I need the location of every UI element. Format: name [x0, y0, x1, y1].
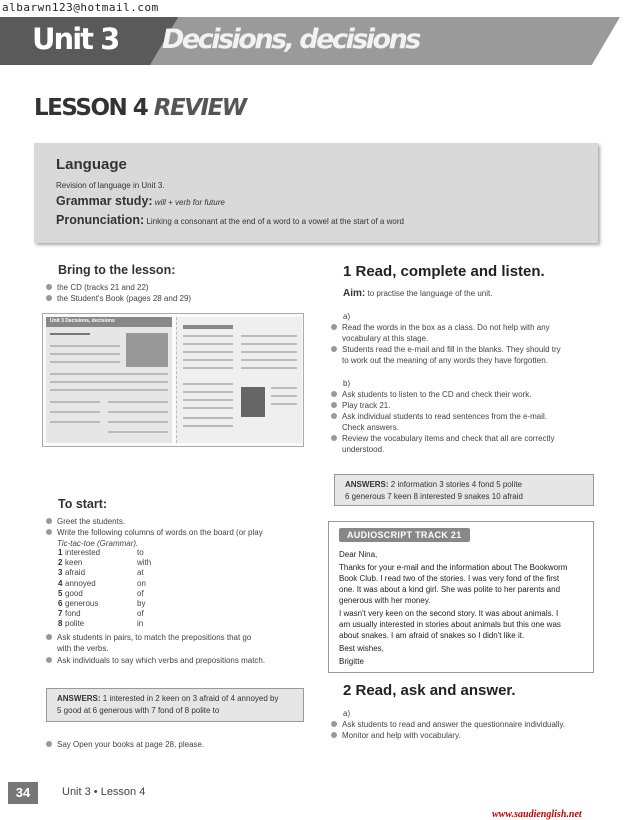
answers-text: 1 interested in 2 keen on 3 afraid of 4 annoyed by	[102, 694, 279, 703]
language-box	[34, 143, 598, 243]
word-columns	[58, 548, 151, 630]
thumbnail-line	[50, 389, 168, 391]
word-number: 7	[58, 609, 63, 619]
thumbnail-line	[241, 335, 297, 337]
word-number: 5	[58, 588, 63, 598]
word-number: 8	[58, 619, 63, 629]
aim-line	[343, 288, 492, 299]
audioscript-line: I wasn't very keen on the second story. It was about animals. I	[339, 609, 559, 618]
section1-heading: 1 Read, complete and listen.	[343, 263, 545, 280]
word-row	[58, 599, 151, 609]
thumbnail-line	[183, 407, 233, 409]
aim-label: Aim:	[343, 288, 366, 299]
word-number: 2	[58, 558, 63, 568]
pronunciation-line	[56, 213, 404, 227]
word-adjective: afraid	[65, 568, 86, 578]
thumbnail-line	[183, 391, 233, 393]
thumbnail-line	[271, 395, 297, 397]
audioscript-closing: Best wishes,	[339, 644, 384, 653]
step-a-label: a)	[343, 312, 351, 321]
thumbnail-picture	[126, 333, 168, 367]
lesson-number: LESSON 4	[34, 95, 148, 121]
thumbnail-line	[108, 431, 168, 433]
step-b-item-cont: understood.	[342, 445, 385, 454]
thumbnail-line	[241, 343, 297, 345]
audioscript-name: Brigitte	[339, 657, 364, 666]
answers-line	[345, 479, 583, 491]
word-adjective: fond	[65, 609, 81, 619]
step-b-item: Review the vocabulary items and check that all are correctly	[331, 433, 555, 444]
word-preposition: of	[137, 588, 144, 598]
step-a-item: Read the words in the box as a class. Do not help with any	[331, 322, 550, 333]
thumbnail-line	[108, 411, 168, 413]
thumbnail-line	[241, 351, 297, 353]
to-start-item-cont: Tic-tac-toe (Grammar).	[57, 539, 139, 548]
audioscript-line: Thanks for your e-mail and the information about The Bookworm	[339, 563, 568, 572]
thumbnail-line	[183, 351, 233, 353]
to-start-item: Ask students in pairs, to match the prepositions that go	[46, 632, 251, 643]
lesson-name: REVIEW	[153, 95, 246, 121]
answers-line	[57, 693, 293, 705]
to-start-heading: To start:	[58, 497, 108, 511]
thumbnail-line	[50, 411, 100, 413]
grammar-line	[56, 194, 225, 208]
audioscript-line: one. It was about a kind girl. She was polite to her parents and	[339, 585, 561, 594]
aim-text: to practise the language of the unit.	[367, 289, 493, 298]
word-adjective: polite	[65, 619, 85, 629]
step-b-item-cont: Check answers.	[342, 423, 399, 432]
say-instruction: Say Open your books at page 28, please.	[46, 739, 204, 750]
word-adjective: interested	[65, 548, 101, 557]
thumbnail-line	[50, 333, 90, 335]
answers-box-left	[46, 688, 304, 722]
step-b-item: Ask students to listen to the CD and check their work.	[331, 389, 531, 400]
audioscript-line: about snakes. I am afraid of snakes so I didn't like it.	[339, 631, 525, 640]
audioscript-tag: AUDIOSCRIPT TRACK 21	[339, 528, 470, 542]
thumbnail-title: Unit 3 Decisions, decisions	[50, 318, 115, 324]
section2-heading: 2 Read, ask and answer.	[343, 682, 516, 699]
thumbnail-line	[183, 335, 233, 337]
page-number: 34	[8, 782, 38, 804]
word-number: 3	[58, 568, 63, 578]
thumbnail-page-right	[176, 317, 302, 443]
thumbnail-line	[50, 353, 120, 355]
word-row	[58, 609, 151, 619]
step-b-item: Play track 21.	[331, 400, 390, 411]
thumbnail-line	[271, 387, 297, 389]
thumbnail-line	[183, 367, 233, 369]
unit-name: Decisions, decisions	[162, 24, 419, 55]
audioscript-line: generous with her money.	[339, 596, 431, 605]
word-row	[58, 589, 151, 599]
section2-item: Monitor and help with vocabulary.	[331, 730, 461, 741]
word-preposition: in	[137, 619, 144, 629]
audioscript-line: Book Club. I read two of the stories. I was very fond of the first	[339, 574, 560, 583]
audioscript-line: am usually interested in stories about animals but this one was	[339, 620, 561, 629]
pronunciation-text: Linking a consonant at the end of a word to a vowel at the start of a word	[146, 217, 404, 226]
word-row	[58, 568, 151, 578]
step-b-item: Ask individual students to read sentences from the e-mail.	[331, 411, 547, 422]
thumbnail-line	[183, 359, 233, 361]
word-row	[58, 619, 151, 629]
unit-banner	[0, 17, 638, 65]
thumbnail-line	[50, 345, 120, 347]
thumbnail-line	[50, 421, 100, 423]
word-row	[58, 558, 151, 568]
thumbnail-line	[241, 359, 297, 361]
bring-item: the CD (tracks 21 and 22)	[46, 282, 149, 293]
audioscript-box	[328, 521, 594, 673]
section2-a-label: a)	[343, 709, 351, 718]
thumbnail-line	[50, 381, 168, 383]
grammar-text: will + verb for future	[154, 198, 225, 207]
email-watermark: albarwn123@hotmail.com	[2, 1, 159, 14]
thumbnail-line	[183, 417, 233, 419]
word-number: 6	[58, 599, 63, 609]
word-preposition: on	[137, 578, 146, 588]
answers-label: ANSWERS:	[345, 480, 389, 489]
word-row	[58, 579, 151, 589]
step-b-label: b)	[343, 379, 351, 388]
thumbnail-line	[183, 425, 233, 427]
audioscript-greeting: Dear Nina,	[339, 550, 378, 559]
language-heading: Language	[56, 156, 127, 173]
answers-box-right	[334, 474, 594, 506]
answers-line: 5 good at 6 generous with 7 fond of 8 polite to	[57, 706, 220, 715]
answers-line: 6 generous 7 keen 8 interested 9 snakes 10 afraid	[345, 492, 523, 501]
bring-item: the Student's Book (pages 28 and 29)	[46, 293, 191, 304]
thumbnail-line	[50, 373, 168, 375]
unit-title: Unit 3	[32, 22, 119, 56]
thumbnail-line	[183, 325, 233, 329]
answers-label: ANSWERS:	[57, 694, 101, 703]
thumbnail-line	[50, 401, 100, 403]
word-adjective: keen	[65, 558, 83, 568]
section2-item: Ask students to read and answer the questionnaire individually.	[331, 719, 565, 730]
thumbnail-line	[271, 403, 297, 405]
pronunciation-label: Pronunciation:	[56, 213, 145, 227]
lesson-title	[34, 95, 246, 121]
website-link[interactable]: www.saudienglish.net	[492, 809, 582, 820]
step-a-item: Students read the e-mail and fill in the blanks. They should try	[331, 344, 561, 355]
to-start-item: Greet the students.	[46, 516, 125, 527]
word-adjective: good	[65, 588, 83, 598]
thumbnail-line	[183, 399, 233, 401]
word-preposition: by	[137, 599, 146, 609]
to-start-item: Write the following columns of words on the board (or play	[46, 527, 263, 538]
thumbnail-line	[108, 401, 168, 403]
thumbnail-line	[50, 361, 120, 363]
thumbnail-line	[183, 383, 233, 385]
word-preposition: to	[137, 548, 144, 557]
grammar-label: Grammar study:	[56, 194, 153, 208]
thumbnail-picture	[241, 387, 265, 417]
revision-text: Revision of language in Unit 3.	[56, 181, 165, 190]
thumbnail-line	[108, 421, 168, 423]
word-adjective: generous	[65, 599, 99, 609]
step-a-item-cont: to work out the meaning of any words they have forgotten.	[342, 356, 548, 365]
to-start-item-cont: with the verbs.	[57, 644, 109, 653]
to-start-item: Ask individuals to say which verbs and prepositions match.	[46, 655, 265, 666]
word-adjective: annoyed	[65, 578, 96, 588]
word-preposition: at	[137, 568, 144, 578]
footer-lesson: Unit 3 • Lesson 4	[62, 786, 146, 798]
word-preposition: of	[137, 609, 144, 619]
word-number: 1	[58, 548, 63, 557]
thumbnail-line	[183, 343, 233, 345]
bring-heading: Bring to the lesson:	[58, 263, 176, 277]
thumbnail-line	[241, 367, 297, 369]
word-preposition: with	[137, 558, 152, 568]
student-book-thumbnail	[42, 313, 304, 447]
word-number: 4	[58, 578, 63, 588]
step-a-item-cont: vocabulary at this stage.	[342, 334, 429, 343]
word-row	[58, 548, 151, 558]
thumbnail-page-left	[46, 317, 172, 443]
answers-text: 2 information 3 stories 4 fond 5 polite	[390, 480, 522, 489]
